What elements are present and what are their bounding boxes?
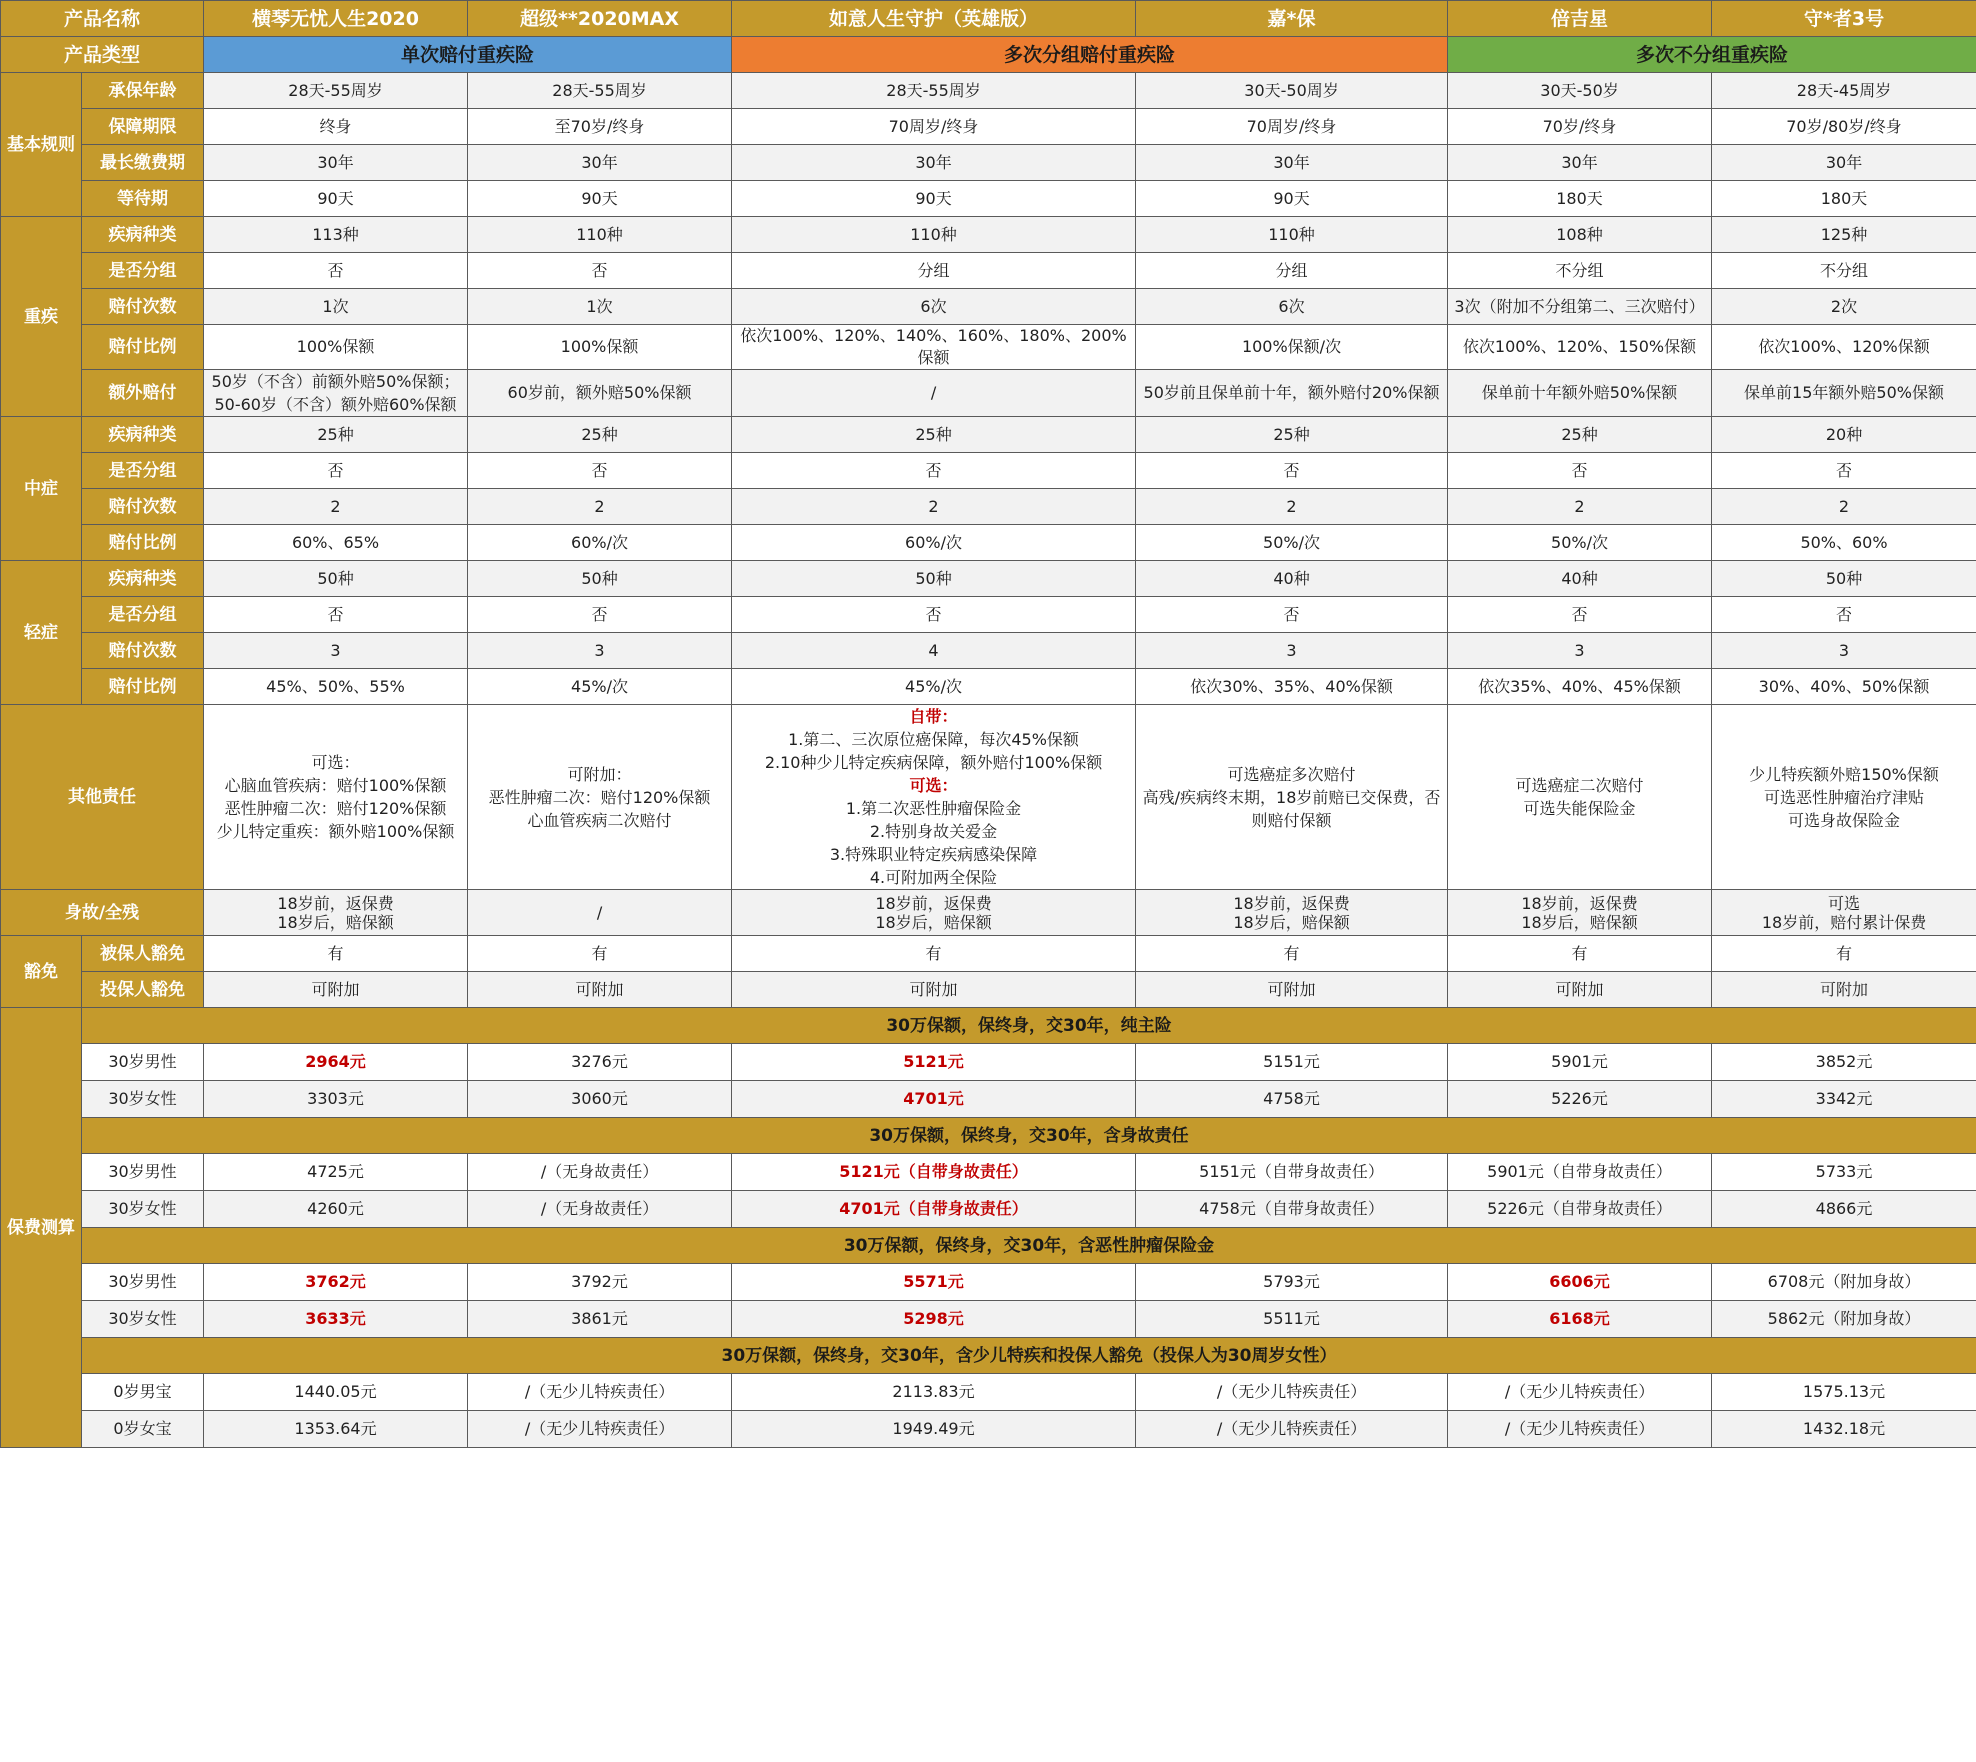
value-cell: 30年 — [732, 145, 1136, 181]
premium-value: /（无少儿特疾责任） — [468, 1374, 732, 1411]
cell-line: 可附加： — [567, 764, 632, 784]
value-cell: 否 — [1712, 453, 1976, 489]
value-cell: 有 — [1136, 936, 1448, 972]
premium-value: /（无少儿特疾责任） — [1448, 1411, 1712, 1448]
value-cell: 否 — [468, 597, 732, 633]
other-cell — [204, 705, 468, 890]
premium-value: 3762元 — [204, 1264, 468, 1301]
value-cell: 100%保额/次 — [1136, 325, 1448, 370]
table-row — [1, 561, 1976, 597]
value-cell: 90天 — [468, 181, 732, 217]
value-cell: 3次（附加不分组第二、三次赔付） — [1448, 289, 1712, 325]
value-cell: 有 — [1712, 936, 1976, 972]
value-cell: 可附加 — [1136, 972, 1448, 1008]
cell-line: 可选癌症多次赔付 — [1227, 764, 1356, 784]
table-row — [1, 1081, 1976, 1118]
row-label: 保障期限 — [82, 109, 204, 145]
premium-value: 4866元 — [1712, 1191, 1976, 1228]
table-row — [1, 1228, 1976, 1264]
value-cell: 30年 — [1448, 145, 1712, 181]
cell-line: 可选恶性肿瘤治疗津贴 — [1764, 787, 1925, 807]
table-row — [1, 1008, 1976, 1044]
cell-line: 少儿特定重疾：额外赔100%保额 — [216, 822, 455, 841]
value-cell: 28天-45周岁 — [1712, 73, 1976, 109]
value-cell: 28天-55周岁 — [468, 73, 732, 109]
value-cell: 不分组 — [1712, 253, 1976, 289]
row-label: 被保人豁免 — [82, 936, 204, 972]
death-cell — [468, 890, 732, 936]
value-cell: 50种 — [732, 561, 1136, 597]
value-cell: 否 — [1448, 597, 1712, 633]
section-label: 基本规则 — [1, 73, 82, 217]
value-cell: 有 — [732, 936, 1136, 972]
premium-value: 5901元 — [1448, 1044, 1712, 1081]
table-row — [1, 145, 1976, 181]
premium-value: 5226元（自带身故责任） — [1448, 1191, 1712, 1228]
premium-value: /（无少儿特疾责任） — [468, 1411, 732, 1448]
table-row — [1, 73, 1976, 109]
table-row — [1, 705, 1976, 890]
premium-value: /（无少儿特疾责任） — [1136, 1411, 1448, 1448]
premium-value: 5121元 — [732, 1044, 1136, 1081]
value-cell: 28天-55周岁 — [204, 73, 468, 109]
cell-line: 可选身故保险金 — [1788, 810, 1901, 830]
value-cell: 180天 — [1448, 181, 1712, 217]
premium-value: 3633元 — [204, 1301, 468, 1338]
premium-value: 6606元 — [1448, 1264, 1712, 1301]
cell-line: 少儿特疾额外赔150%保额 — [1749, 764, 1939, 784]
value-cell: 45%、50%、55% — [204, 669, 468, 705]
section-label: 重疾 — [1, 217, 82, 417]
table-row — [1, 936, 1976, 972]
value-cell: 保单前十年额外赔50%保额 — [1448, 370, 1712, 417]
value-cell: 100%保额 — [468, 325, 732, 370]
cell-line: 18岁后，赔保额 — [277, 912, 394, 932]
value-cell: 分组 — [1136, 253, 1448, 289]
premium-value: 4758元（自带身故责任） — [1136, 1191, 1448, 1228]
premium-row-label: 30岁女性 — [82, 1301, 204, 1338]
premium-value: 5226元 — [1448, 1081, 1712, 1118]
premium-value: 4701元 — [732, 1081, 1136, 1118]
product-type-multi-grouped: 多次分组赔付重疾险 — [732, 37, 1448, 73]
premium-value: 6168元 — [1448, 1301, 1712, 1338]
value-cell: 有 — [1448, 936, 1712, 972]
premium-value: 5793元 — [1136, 1264, 1448, 1301]
value-cell: 依次30%、35%、40%保额 — [1136, 669, 1448, 705]
value-cell: 25种 — [468, 417, 732, 453]
cell-line: 可选失能保险金 — [1523, 799, 1636, 818]
value-cell — [204, 370, 468, 417]
value-cell: 否 — [732, 453, 1136, 489]
row-label: 赔付比例 — [82, 325, 204, 370]
section-label: 豁免 — [1, 936, 82, 1008]
premium-value: 3060元 — [468, 1081, 732, 1118]
value-cell: 70周岁/终身 — [1136, 109, 1448, 145]
premium-value: 5151元（自带身故责任） — [1136, 1154, 1448, 1191]
value-cell: 45%/次 — [468, 669, 732, 705]
row-label: 额外赔付 — [82, 370, 204, 417]
cell-line: 3.特殊职业特定疾病感染保障 — [829, 845, 1038, 864]
value-cell: 90天 — [732, 181, 1136, 217]
premium-value: 1949.49元 — [732, 1411, 1136, 1448]
value-cell: 否 — [468, 253, 732, 289]
table-row — [1, 453, 1976, 489]
product-name: 嘉*保 — [1136, 1, 1448, 37]
table-row — [1, 669, 1976, 705]
value-cell: 分组 — [732, 253, 1136, 289]
value-cell: 2 — [204, 489, 468, 525]
table-row — [1, 370, 1976, 417]
table-row — [1, 972, 1976, 1008]
table-row — [1, 1044, 1976, 1081]
cell-line: 18岁前，返保费 — [277, 893, 394, 913]
premium-value: 1575.13元 — [1712, 1374, 1976, 1411]
value-cell: 2 — [1448, 489, 1712, 525]
value-cell: 2 — [468, 489, 732, 525]
value-cell: 3 — [1448, 633, 1712, 669]
cell-line: 18岁后，赔保额 — [1233, 912, 1350, 932]
value-cell: 40种 — [1136, 561, 1448, 597]
death-cell — [1712, 890, 1976, 936]
premium-value: 4758元 — [1136, 1081, 1448, 1118]
value-cell: 60%/次 — [468, 525, 732, 561]
premium-row-label: 30岁女性 — [82, 1081, 204, 1118]
premium-value: 1440.05元 — [204, 1374, 468, 1411]
cell-line: 2.特别身故关爱金 — [869, 822, 998, 841]
value-cell: 60%、65% — [204, 525, 468, 561]
table-row — [1, 633, 1976, 669]
row-label: 投保人豁免 — [82, 972, 204, 1008]
premium-row-label: 0岁女宝 — [82, 1411, 204, 1448]
premium-value: 1432.18元 — [1712, 1411, 1976, 1448]
premium-value: 4701元（自带身故责任） — [732, 1191, 1136, 1228]
cell-line: 18岁后，赔保额 — [875, 912, 992, 932]
product-name: 横琴无忧人生2020 — [204, 1, 468, 37]
value-cell: 否 — [1136, 453, 1448, 489]
cell-line: 可选癌症二次赔付 — [1515, 776, 1644, 795]
premium-value: 4260元 — [204, 1191, 468, 1228]
value-cell: 6次 — [732, 289, 1136, 325]
table-row — [1, 1301, 1976, 1338]
value-cell: 3 — [204, 633, 468, 669]
value-cell: 否 — [1712, 597, 1976, 633]
value-cell: 可附加 — [732, 972, 1136, 1008]
table-row — [1, 289, 1976, 325]
product-name: 如意人生守护（英雄版） — [732, 1, 1136, 37]
death-cell — [1136, 890, 1448, 936]
table-row — [1, 217, 1976, 253]
premium-value: 3342元 — [1712, 1081, 1976, 1118]
cell-line: 1.第二次恶性肿瘤保险金 — [845, 799, 1022, 818]
value-cell: 30%、40%、50%保额 — [1712, 669, 1976, 705]
table-row — [1, 253, 1976, 289]
value-cell: 25种 — [204, 417, 468, 453]
value-cell: 2 — [1712, 489, 1976, 525]
value-cell: 100%保额 — [204, 325, 468, 370]
value-cell: 依次100%、120%保额 — [1712, 325, 1976, 370]
premium-block-title: 30万保额，保终身，交30年，含少儿特疾和投保人豁免（投保人为30周岁女性） — [82, 1338, 1976, 1374]
value-cell: 70岁/80岁/终身 — [1712, 109, 1976, 145]
value-cell: 180天 — [1712, 181, 1976, 217]
other-cell — [1448, 705, 1712, 890]
value-cell: 30年 — [204, 145, 468, 181]
value-cell: / — [732, 370, 1136, 417]
other-cell — [1136, 705, 1448, 890]
value-cell: 1次 — [204, 289, 468, 325]
value-cell: 25种 — [1136, 417, 1448, 453]
premium-value: 2113.83元 — [732, 1374, 1136, 1411]
table-row — [1, 1, 1976, 37]
value-cell: 50%/次 — [1448, 525, 1712, 561]
row-label: 疾病种类 — [82, 417, 204, 453]
cell-line: 18岁前，赔付累计保费 — [1761, 912, 1927, 932]
premium-value: /（无身故责任） — [468, 1191, 732, 1228]
cell-line: 恶性肿瘤二次：赔付120%保额 — [488, 787, 711, 807]
premium-block-title: 30万保额，保终身，交30年，纯主险 — [82, 1008, 1976, 1044]
table-row — [1, 525, 1976, 561]
other-cell — [468, 705, 732, 890]
value-cell: 否 — [204, 453, 468, 489]
premium-value: 5901元（自带身故责任） — [1448, 1154, 1712, 1191]
cell-line: 恶性肿瘤二次：赔付120%保额 — [224, 799, 447, 818]
value-cell: 3 — [1712, 633, 1976, 669]
cell-line: 可选 — [1828, 893, 1861, 913]
table-row — [1, 1374, 1976, 1411]
value-cell: 25种 — [732, 417, 1136, 453]
value-cell: 113种 — [204, 217, 468, 253]
premium-value: 3792元 — [468, 1264, 732, 1301]
table-row — [1, 597, 1976, 633]
premium-row-label: 30岁男性 — [82, 1264, 204, 1301]
value-cell: 40种 — [1448, 561, 1712, 597]
value-cell: 有 — [468, 936, 732, 972]
value-cell: 90天 — [1136, 181, 1448, 217]
value-cell: 60岁前，额外赔50%保额 — [468, 370, 732, 417]
death-cell — [1448, 890, 1712, 936]
premium-value: 5298元 — [732, 1301, 1136, 1338]
value-cell: 有 — [204, 936, 468, 972]
row-label: 疾病种类 — [82, 217, 204, 253]
value-cell: 否 — [1448, 453, 1712, 489]
value-cell: 6次 — [1136, 289, 1448, 325]
value-cell: 30年 — [1136, 145, 1448, 181]
cell-line: 18岁前，返保费 — [875, 893, 992, 913]
premium-value: 5511元 — [1136, 1301, 1448, 1338]
value-cell: 不分组 — [1448, 253, 1712, 289]
value-cell: 可附加 — [468, 972, 732, 1008]
value-cell: 45%/次 — [732, 669, 1136, 705]
premium-value: 6708元（附加身故） — [1712, 1264, 1976, 1301]
section-label: 保费测算 — [1, 1008, 82, 1448]
table-row — [1, 890, 1976, 936]
premium-row-label: 30岁女性 — [82, 1191, 204, 1228]
cell-line: 高残/疾病终末期，18岁前赔已交保费，否 — [1142, 787, 1441, 807]
value-cell: 否 — [732, 597, 1136, 633]
table-row — [1, 1154, 1976, 1191]
other-cell — [732, 705, 1136, 890]
premium-value: 4725元 — [204, 1154, 468, 1191]
row-label: 最长缴费期 — [82, 145, 204, 181]
value-cell: 否 — [204, 253, 468, 289]
section-label: 中症 — [1, 417, 82, 561]
cell-line: 心脑血管疾病：赔付100%保额 — [224, 776, 447, 795]
premium-value: /（无少儿特疾责任） — [1136, 1374, 1448, 1411]
value-cell: 50种 — [204, 561, 468, 597]
cell-line: 2.10种少儿特定疾病保障，额外赔付100%保额 — [764, 753, 1103, 772]
value-cell: 30天-50岁 — [1448, 73, 1712, 109]
product-type-label: 产品类型 — [1, 37, 204, 73]
value-cell: 70岁/终身 — [1448, 109, 1712, 145]
value-cell: 60%/次 — [732, 525, 1136, 561]
row-label: 等待期 — [82, 181, 204, 217]
row-label: 赔付比例 — [82, 669, 204, 705]
product-name: 倍吉星 — [1448, 1, 1712, 37]
value-cell: 至70岁/终身 — [468, 109, 732, 145]
value-cell: 3 — [468, 633, 732, 669]
premium-row-label: 30岁男性 — [82, 1044, 204, 1081]
cell-line: 18岁后，赔保额 — [1521, 912, 1638, 932]
section-label: 轻症 — [1, 561, 82, 705]
value-cell: 110种 — [732, 217, 1136, 253]
table-row — [1, 1338, 1976, 1374]
premium-value: 3276元 — [468, 1044, 732, 1081]
included-label: 自带： — [909, 707, 958, 726]
optional-label: 可选： — [909, 776, 958, 795]
value-cell: 1次 — [468, 289, 732, 325]
premium-value: /（无身故责任） — [468, 1154, 732, 1191]
premium-value: 5571元 — [732, 1264, 1136, 1301]
table-row — [1, 181, 1976, 217]
table-row — [1, 1191, 1976, 1228]
value-cell: 2 — [732, 489, 1136, 525]
cell-line: 则赔付保额 — [1251, 810, 1332, 830]
value-cell: 90天 — [204, 181, 468, 217]
value-cell: 可附加 — [1712, 972, 1976, 1008]
premium-value: 3303元 — [204, 1081, 468, 1118]
premium-value: 5151元 — [1136, 1044, 1448, 1081]
cell-line: 可选： — [311, 753, 360, 772]
premium-value: 2964元 — [204, 1044, 468, 1081]
death-cell — [204, 890, 468, 936]
value-cell: 3 — [1136, 633, 1448, 669]
premium-row-label: 0岁男宝 — [82, 1374, 204, 1411]
product-type-single: 单次赔付重疾险 — [204, 37, 732, 73]
premium-value: 3861元 — [468, 1301, 732, 1338]
premium-value: /（无少儿特疾责任） — [1448, 1374, 1712, 1411]
value-cell: 否 — [468, 453, 732, 489]
row-label: 赔付比例 — [82, 525, 204, 561]
table-row — [1, 1411, 1976, 1448]
value-cell: 30年 — [468, 145, 732, 181]
row-label: 是否分组 — [82, 453, 204, 489]
value-cell: 依次35%、40%、45%保额 — [1448, 669, 1712, 705]
table-row — [1, 489, 1976, 525]
premium-value: 5862元（附加身故） — [1712, 1301, 1976, 1338]
value-cell: 125种 — [1712, 217, 1976, 253]
row-label: 赔付次数 — [82, 289, 204, 325]
premium-value: 5121元（自带身故责任） — [732, 1154, 1136, 1191]
section-label: 身故/全残 — [1, 890, 204, 936]
premium-row-label: 30岁男性 — [82, 1154, 204, 1191]
value-cell: 终身 — [204, 109, 468, 145]
value-cell: 依次100%、120%、140%、160%、180%、200%保额 — [732, 325, 1136, 370]
premium-value: 3852元 — [1712, 1044, 1976, 1081]
row-label: 是否分组 — [82, 597, 204, 633]
section-label: 其他责任 — [1, 705, 204, 890]
table-row — [1, 37, 1976, 73]
product-name: 守*者3号 — [1712, 1, 1976, 37]
row-label: 是否分组 — [82, 253, 204, 289]
product-type-multi-ungrouped: 多次不分组重疾险 — [1448, 37, 1976, 73]
value-cell: 2次 — [1712, 289, 1976, 325]
table-row — [1, 325, 1976, 370]
premium-value: 1353.64元 — [204, 1411, 468, 1448]
value-cell: 30年 — [1712, 145, 1976, 181]
cell-line: 心血管疾病二次赔付 — [527, 810, 672, 830]
death-cell — [732, 890, 1136, 936]
other-cell — [1712, 705, 1976, 890]
value-cell: 108种 — [1448, 217, 1712, 253]
value-cell: 50岁前且保单前十年，额外赔付20%保额 — [1136, 370, 1448, 417]
row-label: 赔付次数 — [82, 633, 204, 669]
cell-line: / — [596, 903, 603, 922]
row-label: 承保年龄 — [82, 73, 204, 109]
value-cell: 110种 — [1136, 217, 1448, 253]
value-cell: 50种 — [1712, 561, 1976, 597]
cell-line: 1.第二、三次原位癌保障，每次45%保额 — [788, 730, 1079, 749]
table-row — [1, 1118, 1976, 1154]
value-cell: 28天-55周岁 — [732, 73, 1136, 109]
premium-value: 5733元 — [1712, 1154, 1976, 1191]
value-cell: 保单前15年额外赔50%保额 — [1712, 370, 1976, 417]
cell-line: 18岁前，返保费 — [1521, 893, 1638, 913]
table-row — [1, 417, 1976, 453]
value-cell: 可附加 — [204, 972, 468, 1008]
product-name: 超级**2020MAX — [468, 1, 732, 37]
value-cell: 可附加 — [1448, 972, 1712, 1008]
value-cell: 2 — [1136, 489, 1448, 525]
row-label: 疾病种类 — [82, 561, 204, 597]
product-name-label: 产品名称 — [1, 1, 204, 37]
value-cell: 依次100%、120%、150%保额 — [1448, 325, 1712, 370]
value-cell: 否 — [1136, 597, 1448, 633]
value-cell: 4 — [732, 633, 1136, 669]
cell-line: 50-60岁（不含）额外赔60%保额 — [214, 395, 457, 414]
value-cell: 30天-50周岁 — [1136, 73, 1448, 109]
row-label: 赔付次数 — [82, 489, 204, 525]
value-cell: 110种 — [468, 217, 732, 253]
table-row — [1, 1264, 1976, 1301]
value-cell: 50种 — [468, 561, 732, 597]
value-cell: 50%/次 — [1136, 525, 1448, 561]
value-cell: 50%、60% — [1712, 525, 1976, 561]
premium-block-title: 30万保额，保终身，交30年，含身故责任 — [82, 1118, 1976, 1154]
premium-block-title: 30万保额，保终身，交30年，含恶性肿瘤保险金 — [82, 1228, 1976, 1264]
table-row — [1, 109, 1976, 145]
value-cell: 否 — [204, 597, 468, 633]
value-cell: 20种 — [1712, 417, 1976, 453]
cell-line: 4.可附加两全保险 — [869, 868, 998, 887]
value-cell: 25种 — [1448, 417, 1712, 453]
cell-line: 18岁前，返保费 — [1233, 893, 1350, 913]
cell-line: 50岁（不含）前额外赔50%保额； — [211, 372, 460, 391]
value-cell: 70周岁/终身 — [732, 109, 1136, 145]
